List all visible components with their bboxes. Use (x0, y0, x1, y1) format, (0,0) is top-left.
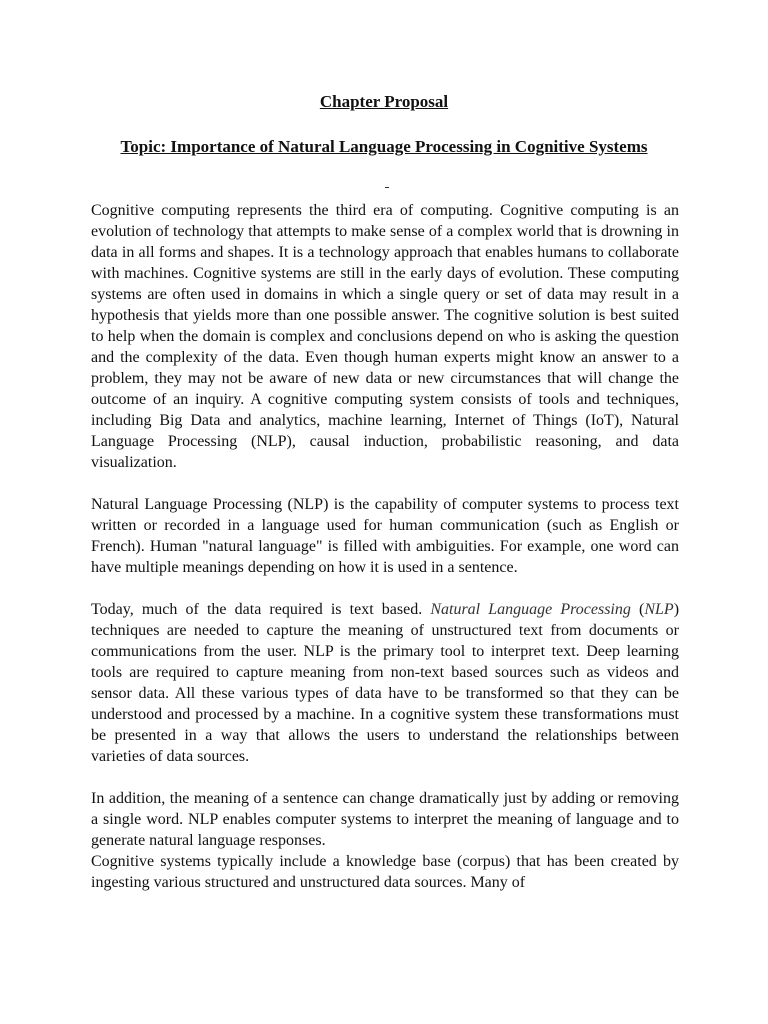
p3-italic-nlp-full: Natural Language Processing (430, 601, 631, 618)
p3-paren-open: ( (630, 601, 645, 618)
paragraph-cognitive-computing: Cognitive computing represents the third era of computing. Cognitive computing is an evolution of technology that attempts to make sense of a complex world that is drowning in data in all forms and shapes. It is a technology approach that enables humans to collaborate with machines. Cognitive systems are still in the early days of evolution. These computing systems are often used in domains in which a single query or set of data may result in a hypothesis that yields more than one possible answer. The cognitive solution is best suited to help when the domain is complex and conclusions depend on who is asking the question and the complexity of the data. Even though human experts might know an answer to a problem, they may not be aware of new data or new circumstances that will change the outcome of an inquiry. A cognitive computing system consists of tools and techniques, including Big Data and analytics, machine learning, Internet of Things (IoT), Natural Language Processing (NLP), causal induction, probabilistic reasoning, and data visualization. (91, 202, 679, 471)
paragraph-text-based-data (91, 599, 679, 767)
paragraph-knowledge-base: Cognitive systems typically include a knowledge base (corpus) that has been created by ingesting various structured and unstructured data sources. Many of (91, 853, 679, 891)
p3-start: Today, much of the data required is text based. (91, 601, 431, 618)
stray-mark (385, 187, 389, 188)
p3-italic-nlp-abbrev: NLP (644, 601, 674, 618)
document-body (91, 200, 679, 893)
p3-rest: ) techniques are needed to capture the meaning of unstructured text from documents or communications from the user. NLP is the primary tool to interpret text. Deep learning tools are required to capture meaning from non-text based sources such as videos and sensor data. All these various types of data have to be transformed so that they can be understood and processed by a machine. In a cognitive system these transformations must be presented in a way that allows the users to understand the relationships between varieties of data sources. (91, 601, 680, 765)
paragraph-nlp-definition: Natural Language Processing (NLP) is the capability of computer systems to process text written or recorded in a language used for human communication (such as English or French). Human "natural language" is filled with ambiguities. For example, one word can have multiple meanings depending on how it is used in a sentence. (91, 496, 679, 576)
document-title: Chapter Proposal (319, 92, 449, 111)
document-topic: Topic: Importance of Natural Language Processing in Cognitive Systems (120, 137, 648, 156)
paragraph-sentence-meaning: In addition, the meaning of a sentence can change dramatically just by adding or removing a single word. NLP enables computer systems to interpret the meaning of language and to generate natural language responses. (91, 790, 679, 849)
